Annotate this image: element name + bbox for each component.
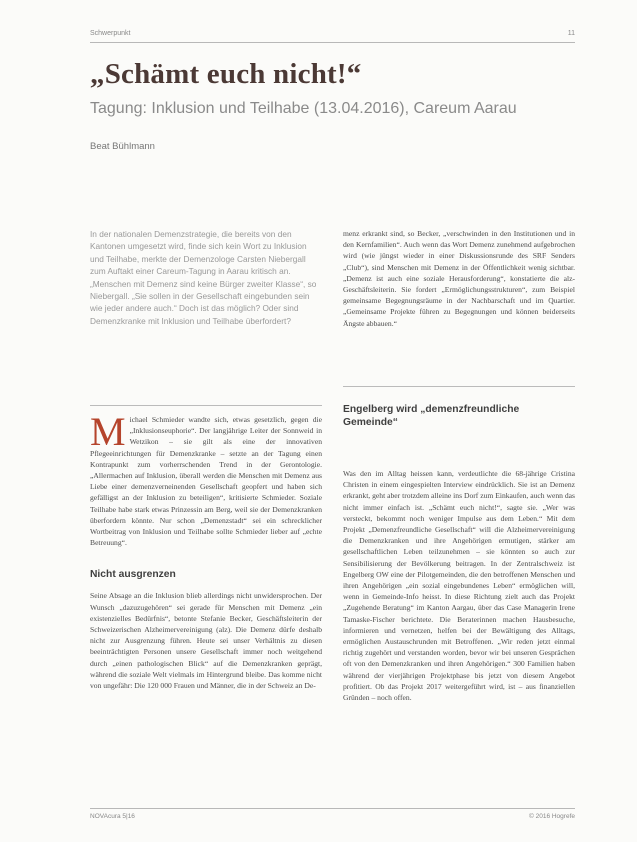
column-divider-left bbox=[90, 405, 322, 406]
drop-cap: M bbox=[90, 409, 126, 454]
right-column bbox=[343, 228, 575, 329]
body-text: menz erkrankt sind, so Becker, „verschwinden in den Institutionen und in den Kernfamilien“. Auch wenn das Wort Demenz zunehmend aufgebrochen wird (wie jüngst wieder in einer Diskussionsrunde des SRF Senders „Club“), sind Menschen mit Demenz in der Öffentlichkeit wenig sichtbar. „Demenz ist auch eine soziale Herausforderung“, konstatierte die alz-Geschäftsleiterin. Sie fordert „Ermöglichungsstrukturen“, zum Beispiel gemeinsame Begegnungsräume in der Nachbarschaft und im Quartier. „Gemeinsame Projekte führen zu Begegnungen und können beiderseits Ängste abbauen.“ bbox=[343, 229, 575, 328]
section-heading: Nicht ausgrenzen bbox=[90, 569, 176, 581]
body-text: ichael Schmieder wandte sich, etwas gesetzlich, gegen die „Inklusionseuphorie“. Der langjährige Leiter der Sonnweid in Wetzikon – sie gilt als eine der innovativen Pflegeeinrichtungen für Demenzkranke – setzte an der Tagung einen Kontrapunkt zum vorherrschenden Trend in der Gerontologie. „Allermachen auf Inklusion, überall werden die Menschen mit Demenz aus Liebe einer demenzverneinenden Gesellschaft geopfert und haben sich gefälligst an der Inklusion zu beteiligen“, kritisierte Schmieder. Soziale Teilhabe habe stark etwas Prinzessin am Berg, weil sie der Demenzkranken überfordern könnte. Nur schon „Demenzstadt“ sei ein schrecklicher Wortbeitrag von Inklusion und Teilhabe sollte Schmieder lieber auf „echte Betreuung“. bbox=[90, 415, 322, 548]
right-column-lower bbox=[343, 468, 575, 703]
section-heading: Engelberg wird „demenzfreundliche Gemeinde“ bbox=[343, 404, 520, 428]
lead-paragraph bbox=[90, 228, 322, 327]
article-subtitle: Tagung: Inklusion und Teilhabe (13.04.2016), Careum Aarau bbox=[90, 100, 517, 117]
lead-text: In der nationalen Demenzstrategie, die bereits von den Kantonen umgesetzt wird, finde sich kein Wort zu Inklusion und Teilhabe, merkte der Demenzologe Carsten Niebergall zum Auftakt einer Careum-Tagung in Aarau kritisch an. „Menschen mit Demenz sind keine Bürger zweiter Klasse“, so Niebergall. „Sie sollen in der Gesellschaft eingebunden sein wie jeder andere auch.“ Doch ist das möglich? Oder sind Demenzkranke mit Inklusion und Teilhabe überfordert? bbox=[90, 229, 317, 326]
body-text: Seine Absage an die Inklusion blieb allerdings nicht unwidersprochen. Der Wunsch „dazuzugehören“ sei gerade für Menschen mit Demenz „ein existenzielles Bedürfnis“, betonte Stefanie Becker, Geschäftsleiterin der Schweizerischen Alzheimervereinigung (alz). Die Demenz dürfe deshalb nicht zur Ausgrenzung führen. Heute sei unser Verhältnis zu diesen beeinträchtigten Personen unsere Gesellschaft immer noch weitgehend durch „einen pathologischen Blick“ auf die Demenzkranken geprägt, während die soziale Welt vielmals im Hintergrund bleibe. Das komme nicht von ungefähr: Die 120 000 Frauen und Männer, die in der Schweiz an De- bbox=[90, 591, 322, 691]
page-number: 11 bbox=[567, 30, 575, 37]
article-author: Beat Bühlmann bbox=[90, 141, 155, 152]
left-column bbox=[90, 409, 322, 691]
journal-issue: NOVAcura 5|16 bbox=[90, 813, 135, 820]
body-paragraph bbox=[90, 409, 322, 548]
copyright: © 2016 Hogrefe bbox=[529, 813, 575, 820]
running-header bbox=[90, 30, 575, 43]
body-text: Was den im Alltag heissen kann, verdeutlichte die 68-jährige Cristina Christen in einem eingespielten Interview eindrücklich. Sie ist an Demenz erkrankt, geht aber trotzdem alleine ins Dorf zum Einkaufen, auch wenn das nicht immer einfach ist. „Schämt euch nicht!“, sagte sie. „Wer was versteckt, bekommt noch weniger Impulse aus dem Leben.“ Mit dem Projekt „Demenzfreundliche Gesellschaft“ will die Alzheimervereinigung die Demenzkranken und ihre Angehörigen ermutigen, stärker am gesellschaftlichen Leben teilzunehmen – sie könnten so auch zur Sensibilisierung der Bevölkerung beitragen. In der Zentralschweiz ist Engelberg OW eine der Pilotgemeinden, die den betroffenen Menschen und ihren Angehörigen „ein sozial eingebundenes Leben“ ermöglichen will, wenn in Gemeinde-Info heisst. In diese Richtung zielt auch das Projekt „Zugehende Beratung“ im Kanton Aargau, über das Case Managerin Irene Tamaske-Fischer berichtete. Die Beraterinnen machen Hausbesuche, informieren und vernetzen, helfen bei der Bewältigung des Alltags, ermöglichen Austauschrunden mit Betroffenen. „Wir reden jetzt einmal richtig zugehört und verstanden worden, bevor wir bei unseren Gesprächen oft von den Demenzkranken und ihren Angehörigen.“ 300 Familien haben während der vierjährigen Projektphase bis jetzt von diesem Angebot profitiert. Ob das Projekt 2017 weitergeführt wird, ist – aus finanziellen Gründen – noch offen. bbox=[343, 469, 575, 703]
page-footer bbox=[90, 808, 575, 823]
column-divider-right bbox=[343, 386, 575, 387]
section-label: Schwerpunkt bbox=[90, 30, 131, 37]
article-title: „Schämt euch nicht!“ bbox=[90, 58, 362, 90]
